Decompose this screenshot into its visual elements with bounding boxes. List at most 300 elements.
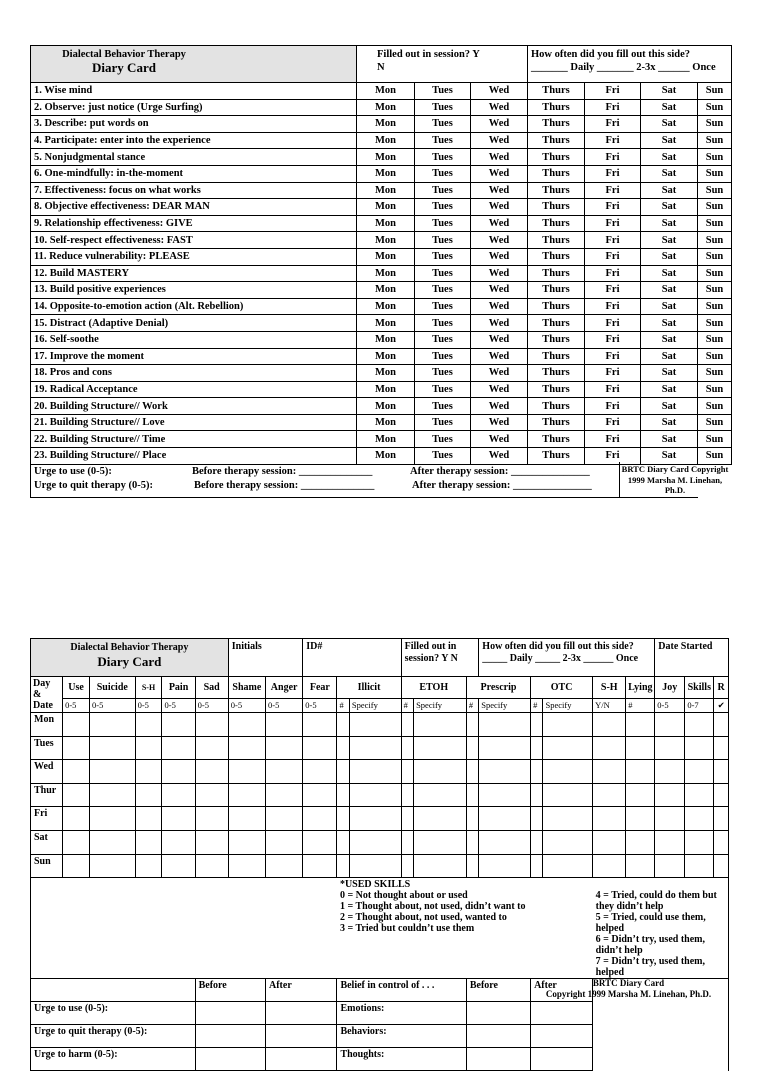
entry-cell[interactable] xyxy=(466,807,478,831)
day-option[interactable]: Wed xyxy=(471,132,528,149)
day-option[interactable]: Sat xyxy=(641,232,698,249)
day-option[interactable]: Fri xyxy=(585,182,641,199)
entry-cell[interactable] xyxy=(531,783,543,807)
entry-cell[interactable] xyxy=(401,783,413,807)
day-option[interactable]: Thurs xyxy=(528,265,585,282)
day-option[interactable]: Mon xyxy=(357,99,415,116)
day-option[interactable]: Mon xyxy=(357,215,415,232)
day-option[interactable]: Thurs xyxy=(528,83,585,100)
day-option[interactable]: Mon xyxy=(357,199,415,216)
day-option[interactable]: Mon xyxy=(357,315,415,332)
day-option[interactable]: Fri xyxy=(585,298,641,315)
day-option[interactable]: Thurs xyxy=(528,232,585,249)
entry-cell[interactable] xyxy=(266,760,303,784)
entry-cell[interactable] xyxy=(303,760,337,784)
day-option[interactable]: Sat xyxy=(641,431,698,448)
day-option[interactable]: Wed xyxy=(471,414,528,431)
day-option[interactable]: Mon xyxy=(357,182,415,199)
entry-cell[interactable] xyxy=(685,830,714,854)
entry-cell[interactable] xyxy=(303,783,337,807)
day-option[interactable]: Wed xyxy=(471,298,528,315)
entry-cell[interactable] xyxy=(655,854,685,878)
entry-cell[interactable] xyxy=(479,736,531,760)
entry-cell[interactable] xyxy=(162,807,195,831)
entry-cell[interactable] xyxy=(228,830,265,854)
day-option[interactable]: Wed xyxy=(471,232,528,249)
entry-cell[interactable] xyxy=(414,807,467,831)
urge-use-after[interactable]: After therapy session: _______________ xyxy=(410,465,590,477)
day-option[interactable]: Mon xyxy=(357,381,415,398)
day-option[interactable]: Fri xyxy=(585,265,641,282)
entry-cell[interactable] xyxy=(228,760,265,784)
day-option[interactable]: Mon xyxy=(357,83,415,100)
card2-frequency-line[interactable]: _____ Daily _____ 2-3x ______ Once xyxy=(482,653,639,664)
day-option[interactable]: Sun xyxy=(698,149,732,166)
day-option[interactable]: Mon xyxy=(357,132,415,149)
entry-cell[interactable] xyxy=(479,807,531,831)
entry-cell[interactable] xyxy=(593,760,626,784)
day-option[interactable]: Wed xyxy=(471,365,528,382)
day-option[interactable]: Fri xyxy=(585,431,641,448)
entry-cell[interactable] xyxy=(266,783,303,807)
day-option[interactable]: Mon xyxy=(357,282,415,299)
day-option[interactable]: Sat xyxy=(641,83,698,100)
entry-cell[interactable] xyxy=(626,736,655,760)
day-option[interactable]: Sat xyxy=(641,132,698,149)
day-option[interactable]: Thurs xyxy=(528,315,585,332)
entry-cell[interactable] xyxy=(593,783,626,807)
day-option[interactable]: Tues xyxy=(415,83,471,100)
day-option[interactable]: Sat xyxy=(641,99,698,116)
entry-cell[interactable] xyxy=(414,830,467,854)
day-option[interactable]: Fri xyxy=(585,199,641,216)
day-option[interactable]: Fri xyxy=(585,315,641,332)
day-option[interactable]: Tues xyxy=(415,232,471,249)
entry-cell[interactable] xyxy=(466,713,478,737)
entry-cell[interactable] xyxy=(401,807,413,831)
day-option[interactable]: Fri xyxy=(585,381,641,398)
entry-cell[interactable] xyxy=(90,760,136,784)
entry-cell[interactable] xyxy=(349,713,401,737)
entry-cell[interactable] xyxy=(63,736,90,760)
entry-cell[interactable] xyxy=(349,854,401,878)
urge-use-after[interactable] xyxy=(266,1002,337,1025)
entry-cell[interactable] xyxy=(714,783,729,807)
urge-use-before[interactable]: Before therapy session: ______________ xyxy=(192,465,373,477)
entry-cell[interactable] xyxy=(466,783,478,807)
day-option[interactable]: Wed xyxy=(471,248,528,265)
entry-cell[interactable] xyxy=(228,736,265,760)
day-option[interactable]: Mon xyxy=(357,331,415,348)
entry-cell[interactable] xyxy=(479,760,531,784)
day-option[interactable]: Thurs xyxy=(528,331,585,348)
day-option[interactable]: Wed xyxy=(471,99,528,116)
entry-cell[interactable] xyxy=(714,736,729,760)
entry-cell[interactable] xyxy=(266,736,303,760)
day-option[interactable]: Wed xyxy=(471,215,528,232)
entry-cell[interactable] xyxy=(593,736,626,760)
day-option[interactable]: Tues xyxy=(415,365,471,382)
day-option[interactable]: Thurs xyxy=(528,248,585,265)
entry-cell[interactable] xyxy=(303,807,337,831)
day-option[interactable]: Wed xyxy=(471,282,528,299)
day-option[interactable]: Sun xyxy=(698,398,732,415)
entry-cell[interactable] xyxy=(626,783,655,807)
day-option[interactable]: Sat xyxy=(641,414,698,431)
entry-cell[interactable] xyxy=(626,760,655,784)
entry-cell[interactable] xyxy=(303,854,337,878)
entry-cell[interactable] xyxy=(266,830,303,854)
day-option[interactable]: Mon xyxy=(357,414,415,431)
day-option[interactable]: Fri xyxy=(585,83,641,100)
entry-cell[interactable] xyxy=(466,760,478,784)
day-option[interactable]: Tues xyxy=(415,414,471,431)
day-option[interactable]: Thurs xyxy=(528,132,585,149)
day-option[interactable]: Tues xyxy=(415,398,471,415)
day-option[interactable]: Sun xyxy=(698,381,732,398)
entry-cell[interactable] xyxy=(63,830,90,854)
day-option[interactable]: Thurs xyxy=(528,431,585,448)
day-option[interactable]: Sat xyxy=(641,215,698,232)
entry-cell[interactable] xyxy=(466,854,478,878)
day-option[interactable]: Thurs xyxy=(528,398,585,415)
entry-cell[interactable] xyxy=(337,830,349,854)
urge-quit-before[interactable] xyxy=(195,1025,265,1048)
day-option[interactable]: Sat xyxy=(641,381,698,398)
entry-cell[interactable] xyxy=(228,854,265,878)
day-option[interactable]: Mon xyxy=(357,265,415,282)
day-option[interactable]: Sun xyxy=(698,132,732,149)
day-option[interactable]: Sun xyxy=(698,431,732,448)
entry-cell[interactable] xyxy=(135,713,162,737)
entry-cell[interactable] xyxy=(228,713,265,737)
entry-cell[interactable] xyxy=(90,807,136,831)
entry-cell[interactable] xyxy=(593,854,626,878)
entry-cell[interactable] xyxy=(543,854,593,878)
entry-cell[interactable] xyxy=(626,854,655,878)
day-option[interactable]: Sat xyxy=(641,165,698,182)
entry-cell[interactable] xyxy=(626,713,655,737)
day-option[interactable]: Tues xyxy=(415,448,471,465)
day-option[interactable]: Tues xyxy=(415,265,471,282)
entry-cell[interactable] xyxy=(303,713,337,737)
entry-cell[interactable] xyxy=(195,736,228,760)
entry-cell[interactable] xyxy=(714,760,729,784)
day-option[interactable]: Fri xyxy=(585,215,641,232)
day-option[interactable]: Thurs xyxy=(528,116,585,133)
entry-cell[interactable] xyxy=(162,783,195,807)
day-option[interactable]: Mon xyxy=(357,448,415,465)
day-option[interactable]: Tues xyxy=(415,315,471,332)
entry-cell[interactable] xyxy=(266,854,303,878)
entry-cell[interactable] xyxy=(337,713,349,737)
entry-cell[interactable] xyxy=(593,830,626,854)
day-option[interactable]: Sun xyxy=(698,265,732,282)
day-option[interactable]: Wed xyxy=(471,431,528,448)
entry-cell[interactable] xyxy=(655,783,685,807)
entry-cell[interactable] xyxy=(337,854,349,878)
day-option[interactable]: Fri xyxy=(585,398,641,415)
day-option[interactable]: Sun xyxy=(698,365,732,382)
day-option[interactable]: Sat xyxy=(641,315,698,332)
entry-cell[interactable] xyxy=(228,783,265,807)
entry-cell[interactable] xyxy=(479,783,531,807)
entry-cell[interactable] xyxy=(543,807,593,831)
entry-cell[interactable] xyxy=(337,783,349,807)
day-option[interactable]: Mon xyxy=(357,116,415,133)
day-option[interactable]: Sun xyxy=(698,116,732,133)
entry-cell[interactable] xyxy=(228,807,265,831)
day-option[interactable]: Sat xyxy=(641,365,698,382)
day-option[interactable]: Sun xyxy=(698,232,732,249)
day-option[interactable]: Wed xyxy=(471,381,528,398)
urge-quit-after[interactable]: After therapy session: _______________ xyxy=(412,479,592,491)
day-option[interactable]: Thurs xyxy=(528,215,585,232)
day-option[interactable]: Thurs xyxy=(528,99,585,116)
day-option[interactable]: Sun xyxy=(698,331,732,348)
day-option[interactable]: Sun xyxy=(698,315,732,332)
day-option[interactable]: Tues xyxy=(415,99,471,116)
day-option[interactable]: Sat xyxy=(641,199,698,216)
day-option[interactable]: Sun xyxy=(698,215,732,232)
day-option[interactable]: Sat xyxy=(641,265,698,282)
behaviors-before[interactable] xyxy=(466,1025,530,1048)
entry-cell[interactable] xyxy=(195,830,228,854)
entry-cell[interactable] xyxy=(543,713,593,737)
day-option[interactable]: Wed xyxy=(471,448,528,465)
entry-cell[interactable] xyxy=(414,736,467,760)
day-option[interactable]: Sun xyxy=(698,182,732,199)
entry-cell[interactable] xyxy=(655,807,685,831)
day-option[interactable]: Sat xyxy=(641,448,698,465)
entry-cell[interactable] xyxy=(349,736,401,760)
day-option[interactable]: Tues xyxy=(415,248,471,265)
day-option[interactable]: Sun xyxy=(698,83,732,100)
day-option[interactable]: Wed xyxy=(471,398,528,415)
emotions-before[interactable] xyxy=(466,1002,530,1025)
entry-cell[interactable] xyxy=(63,713,90,737)
day-option[interactable]: Tues xyxy=(415,381,471,398)
day-option[interactable]: Sat xyxy=(641,398,698,415)
entry-cell[interactable] xyxy=(543,783,593,807)
entry-cell[interactable] xyxy=(685,760,714,784)
day-option[interactable]: Tues xyxy=(415,298,471,315)
day-option[interactable]: Sat xyxy=(641,282,698,299)
day-option[interactable]: Wed xyxy=(471,182,528,199)
day-option[interactable]: Thurs xyxy=(528,282,585,299)
entry-cell[interactable] xyxy=(162,854,195,878)
entry-cell[interactable] xyxy=(593,807,626,831)
entry-cell[interactable] xyxy=(90,783,136,807)
entry-cell[interactable] xyxy=(531,854,543,878)
entry-cell[interactable] xyxy=(162,830,195,854)
day-option[interactable]: Tues xyxy=(415,348,471,365)
entry-cell[interactable] xyxy=(135,783,162,807)
entry-cell[interactable] xyxy=(90,713,136,737)
id-field[interactable] xyxy=(303,639,401,677)
entry-cell[interactable] xyxy=(195,807,228,831)
entry-cell[interactable] xyxy=(714,854,729,878)
entry-cell[interactable] xyxy=(655,736,685,760)
day-option[interactable]: Sun xyxy=(698,248,732,265)
day-option[interactable]: Wed xyxy=(471,149,528,166)
entry-cell[interactable] xyxy=(479,713,531,737)
day-option[interactable]: Wed xyxy=(471,116,528,133)
entry-cell[interactable] xyxy=(414,783,467,807)
behaviors-after[interactable] xyxy=(531,1025,593,1048)
entry-cell[interactable] xyxy=(135,736,162,760)
day-option[interactable]: Sat xyxy=(641,182,698,199)
entry-cell[interactable] xyxy=(63,783,90,807)
day-option[interactable]: Mon xyxy=(357,365,415,382)
entry-cell[interactable] xyxy=(655,760,685,784)
entry-cell[interactable] xyxy=(414,854,467,878)
day-option[interactable]: Thurs xyxy=(528,348,585,365)
entry-cell[interactable] xyxy=(531,713,543,737)
day-option[interactable]: Wed xyxy=(471,199,528,216)
entry-cell[interactable] xyxy=(135,854,162,878)
day-option[interactable]: Fri xyxy=(585,132,641,149)
day-option[interactable]: Mon xyxy=(357,248,415,265)
day-option[interactable]: Sun xyxy=(698,165,732,182)
entry-cell[interactable] xyxy=(195,854,228,878)
day-option[interactable]: Sun xyxy=(698,348,732,365)
entry-cell[interactable] xyxy=(63,760,90,784)
entry-cell[interactable] xyxy=(714,830,729,854)
day-option[interactable]: Fri xyxy=(585,248,641,265)
entry-cell[interactable] xyxy=(90,854,136,878)
entry-cell[interactable] xyxy=(135,830,162,854)
entry-cell[interactable] xyxy=(714,713,729,737)
entry-cell[interactable] xyxy=(685,783,714,807)
day-option[interactable]: Mon xyxy=(357,398,415,415)
entry-cell[interactable] xyxy=(266,807,303,831)
day-option[interactable]: Fri xyxy=(585,232,641,249)
entry-cell[interactable] xyxy=(162,713,195,737)
day-option[interactable]: Sun xyxy=(698,414,732,431)
day-option[interactable]: Tues xyxy=(415,149,471,166)
entry-cell[interactable] xyxy=(531,807,543,831)
day-option[interactable]: Sat xyxy=(641,348,698,365)
entry-cell[interactable] xyxy=(349,760,401,784)
day-option[interactable]: Thurs xyxy=(528,182,585,199)
day-option[interactable]: Mon xyxy=(357,431,415,448)
entry-cell[interactable] xyxy=(543,760,593,784)
day-option[interactable]: Wed xyxy=(471,331,528,348)
entry-cell[interactable] xyxy=(531,736,543,760)
day-option[interactable]: Fri xyxy=(585,165,641,182)
day-option[interactable]: Fri xyxy=(585,414,641,431)
entry-cell[interactable] xyxy=(714,807,729,831)
day-option[interactable]: Sat xyxy=(641,116,698,133)
frequency-line[interactable]: _______ Daily _______ 2-3x ______ Once xyxy=(531,62,716,73)
entry-cell[interactable] xyxy=(479,830,531,854)
entry-cell[interactable] xyxy=(162,736,195,760)
entry-cell[interactable] xyxy=(195,713,228,737)
day-option[interactable]: Sun xyxy=(698,298,732,315)
initials-field[interactable] xyxy=(228,639,303,677)
entry-cell[interactable] xyxy=(135,760,162,784)
urge-harm-before[interactable] xyxy=(195,1048,265,1071)
day-option[interactable]: Thurs xyxy=(528,165,585,182)
urge-use-before[interactable] xyxy=(195,1002,265,1025)
day-option[interactable]: Fri xyxy=(585,99,641,116)
urge-quit-after[interactable] xyxy=(266,1025,337,1048)
day-option[interactable]: Tues xyxy=(415,132,471,149)
entry-cell[interactable] xyxy=(195,760,228,784)
day-option[interactable]: Tues xyxy=(415,215,471,232)
entry-cell[interactable] xyxy=(543,830,593,854)
entry-cell[interactable] xyxy=(349,807,401,831)
day-option[interactable]: Wed xyxy=(471,83,528,100)
day-option[interactable]: Tues xyxy=(415,282,471,299)
day-option[interactable]: Mon xyxy=(357,232,415,249)
day-option[interactable]: Thurs xyxy=(528,298,585,315)
entry-cell[interactable] xyxy=(401,713,413,737)
entry-cell[interactable] xyxy=(337,760,349,784)
day-option[interactable]: Sun xyxy=(698,199,732,216)
day-option[interactable]: Sun xyxy=(698,448,732,465)
day-option[interactable]: Thurs xyxy=(528,414,585,431)
entry-cell[interactable] xyxy=(593,713,626,737)
urge-harm-after[interactable] xyxy=(266,1048,337,1071)
day-option[interactable]: Mon xyxy=(357,149,415,166)
entry-cell[interactable] xyxy=(466,830,478,854)
entry-cell[interactable] xyxy=(63,807,90,831)
emotions-after[interactable] xyxy=(531,1002,593,1025)
entry-cell[interactable] xyxy=(349,783,401,807)
entry-cell[interactable] xyxy=(135,807,162,831)
day-option[interactable]: Tues xyxy=(415,116,471,133)
entry-cell[interactable] xyxy=(401,854,413,878)
entry-cell[interactable] xyxy=(655,830,685,854)
day-option[interactable]: Mon xyxy=(357,298,415,315)
entry-cell[interactable] xyxy=(655,713,685,737)
day-option[interactable]: Tues xyxy=(415,182,471,199)
entry-cell[interactable] xyxy=(414,713,467,737)
day-option[interactable]: Wed xyxy=(471,348,528,365)
day-option[interactable]: Tues xyxy=(415,431,471,448)
entry-cell[interactable] xyxy=(337,736,349,760)
day-option[interactable]: Thurs xyxy=(528,448,585,465)
entry-cell[interactable] xyxy=(685,807,714,831)
day-option[interactable]: Sun xyxy=(698,99,732,116)
day-option[interactable]: Mon xyxy=(357,348,415,365)
day-option[interactable]: Fri xyxy=(585,448,641,465)
day-option[interactable]: Sat xyxy=(641,149,698,166)
day-option[interactable]: Fri xyxy=(585,149,641,166)
day-option[interactable]: Tues xyxy=(415,199,471,216)
entry-cell[interactable] xyxy=(349,830,401,854)
day-option[interactable]: Thurs xyxy=(528,199,585,216)
entry-cell[interactable] xyxy=(479,854,531,878)
entry-cell[interactable] xyxy=(90,736,136,760)
entry-cell[interactable] xyxy=(466,736,478,760)
day-option[interactable]: Sat xyxy=(641,298,698,315)
entry-cell[interactable] xyxy=(162,760,195,784)
entry-cell[interactable] xyxy=(401,736,413,760)
entry-cell[interactable] xyxy=(303,736,337,760)
entry-cell[interactable] xyxy=(531,760,543,784)
entry-cell[interactable] xyxy=(401,830,413,854)
entry-cell[interactable] xyxy=(626,807,655,831)
day-option[interactable]: Tues xyxy=(415,165,471,182)
urge-quit-before[interactable]: Before therapy session: ______________ xyxy=(194,479,375,491)
day-option[interactable]: Sat xyxy=(641,248,698,265)
day-option[interactable]: Sun xyxy=(698,282,732,299)
day-option[interactable]: Wed xyxy=(471,165,528,182)
entry-cell[interactable] xyxy=(685,854,714,878)
